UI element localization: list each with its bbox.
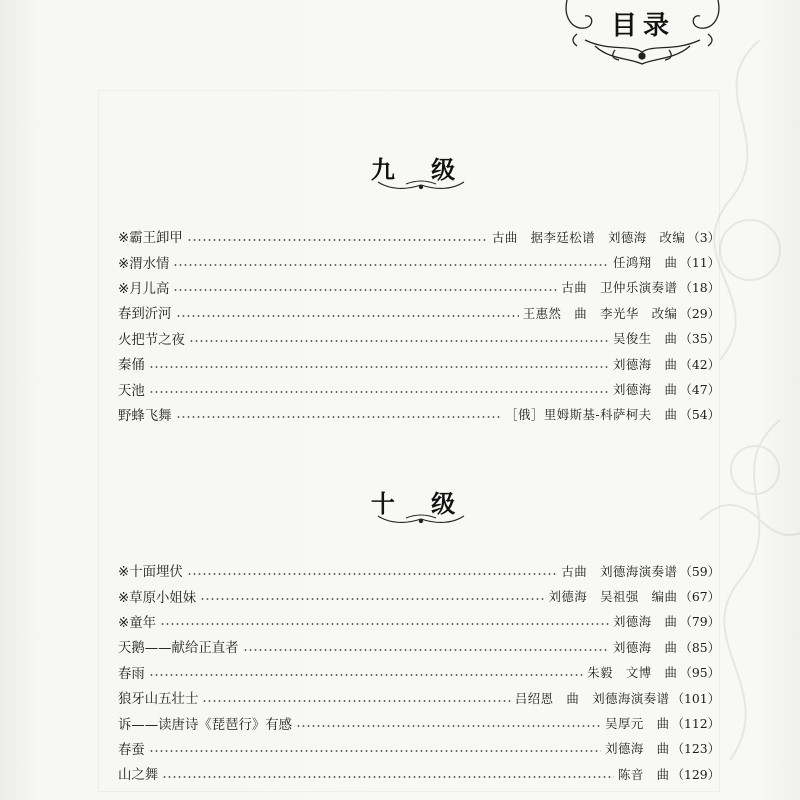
- toc-entry-credit: 刘德海 曲: [612, 614, 678, 630]
- toc-entry[interactable]: [118, 761, 720, 786]
- toc-list-grade-10: [118, 558, 720, 787]
- toc-entry-page: （42）: [679, 356, 720, 372]
- toc-entry[interactable]: [118, 685, 720, 710]
- toc-entry-title: ※霸王卸甲: [118, 231, 183, 247]
- dot-leader: [176, 315, 519, 317]
- toc-list-grade-9: [118, 224, 720, 427]
- toc-entry[interactable]: [118, 558, 720, 583]
- section-title-grade-9: 九 级: [370, 156, 470, 184]
- toc-entry-title: 诉——读唐诗《琵琶行》有感: [118, 717, 293, 733]
- toc-entry-title: ※渭水情: [118, 256, 170, 272]
- dot-leader: [187, 573, 558, 575]
- toc-entry-credit: 刘德海 曲: [612, 382, 678, 398]
- toc-entry-page: （101）: [671, 690, 720, 706]
- toc-entry[interactable]: [118, 583, 720, 608]
- toc-entry-credit: 刘德海 吴祖强 编曲: [548, 589, 678, 605]
- toc-entry-title: 春到沂河: [118, 307, 172, 323]
- dot-leader: [243, 649, 609, 651]
- toc-entry-title: 山之舞: [118, 768, 159, 784]
- section-title-grade-10: 十 级: [370, 490, 470, 518]
- section-flourish: [376, 512, 466, 526]
- dot-leader: [189, 340, 609, 342]
- toc-entry-credit: 古曲 据李廷松谱 刘德海 改编: [491, 229, 686, 245]
- toc-entry-page: （59）: [679, 563, 720, 579]
- toc-entry-title: ※月儿高: [118, 281, 170, 297]
- dot-leader: [173, 264, 609, 266]
- dot-leader: [149, 750, 601, 752]
- toc-entry[interactable]: [118, 275, 720, 300]
- toc-entry-title: 春蚕: [118, 742, 145, 758]
- toc-entry-title: 秦俑: [118, 358, 145, 374]
- page-title: 目录: [610, 11, 675, 41]
- toc-entry-page: （18）: [679, 280, 720, 296]
- toc-entry-page: （47）: [679, 382, 720, 398]
- toc-entry-page: （123）: [671, 741, 720, 757]
- dot-leader: [149, 391, 609, 393]
- toc-entry-title: 天鹅——献给正直者: [118, 641, 239, 657]
- section-flourish: [376, 178, 466, 192]
- toc-entry-credit: 古曲 卫仲乐演奏谱: [561, 280, 678, 296]
- dot-leader: [162, 776, 614, 778]
- toc-entry-page: （35）: [679, 331, 720, 347]
- toc-entry-credit: 吴俊生 曲: [612, 331, 678, 347]
- toc-entry-title: 野蜂飞舞: [118, 408, 172, 424]
- toc-entry[interactable]: [118, 710, 720, 735]
- toc-entry-credit: 刘德海 曲: [605, 741, 670, 757]
- toc-entry-title: ※草原小姐妹: [118, 590, 197, 606]
- toc-entry-title: 狼牙山五壮士: [118, 692, 199, 708]
- toc-entry-title: ※童年: [118, 615, 157, 631]
- toc-entry-credit: 吕绍恩 曲 刘德海演奏谱: [514, 690, 670, 706]
- dot-leader: [160, 623, 609, 625]
- toc-entry-page: （85）: [679, 639, 720, 655]
- toc-entry-title: 火把节之夜: [118, 332, 185, 348]
- toc-entry[interactable]: [118, 609, 720, 634]
- toc-entry-page: （29）: [679, 305, 720, 321]
- toc-entry[interactable]: [118, 249, 720, 274]
- toc-entry-page: （79）: [679, 614, 720, 630]
- toc-entry-credit: 任鸿翔 曲: [612, 255, 678, 271]
- toc-entry-credit: 陈音 曲: [618, 766, 670, 782]
- toc-entry-page: （112）: [671, 716, 720, 732]
- toc-entry-title: 天池: [118, 383, 145, 399]
- toc-entry-page: （3）: [687, 229, 720, 245]
- dot-leader: [202, 700, 511, 702]
- toc-entry-credit: 刘德海 曲: [612, 356, 678, 372]
- toc-entry-credit: 吴厚元 曲: [605, 716, 670, 732]
- toc-entry[interactable]: [118, 634, 720, 659]
- toc-entry[interactable]: [118, 351, 720, 376]
- toc-entry-credit: 朱毅 文博 曲: [587, 665, 678, 681]
- dot-leader: [149, 366, 609, 368]
- dot-leader: [173, 289, 557, 291]
- toc-entry-credit: ［俄］里姆斯基-科萨柯夫 曲: [505, 407, 678, 423]
- toc-entry-page: （129）: [671, 766, 720, 782]
- toc-entry-title: ※十面埋伏: [118, 565, 183, 581]
- toc-entry-page: （54）: [679, 407, 720, 423]
- toc-entry-title: 春雨: [118, 666, 145, 682]
- dot-leader: [296, 725, 601, 727]
- toc-entry[interactable]: [118, 224, 720, 249]
- dot-leader: [187, 239, 488, 241]
- toc-entry[interactable]: [118, 660, 720, 685]
- toc-entry-page: （95）: [679, 665, 720, 681]
- toc-entry[interactable]: [118, 402, 720, 427]
- toc-entry[interactable]: [118, 326, 720, 351]
- dot-leader: [176, 416, 502, 418]
- toc-entry-credit: 王惠然 曲 李光华 改编: [522, 305, 678, 321]
- dot-leader: [149, 674, 583, 676]
- dot-leader: [200, 598, 544, 600]
- toc-entry[interactable]: [118, 376, 720, 401]
- toc-entry[interactable]: [118, 300, 720, 325]
- toc-entry-page: （11）: [679, 255, 720, 271]
- toc-entry-credit: 刘德海 曲: [612, 639, 678, 655]
- toc-entry-page: （67）: [679, 589, 720, 605]
- toc-entry-credit: 古曲 刘德海演奏谱: [561, 563, 678, 579]
- toc-entry[interactable]: [118, 736, 720, 761]
